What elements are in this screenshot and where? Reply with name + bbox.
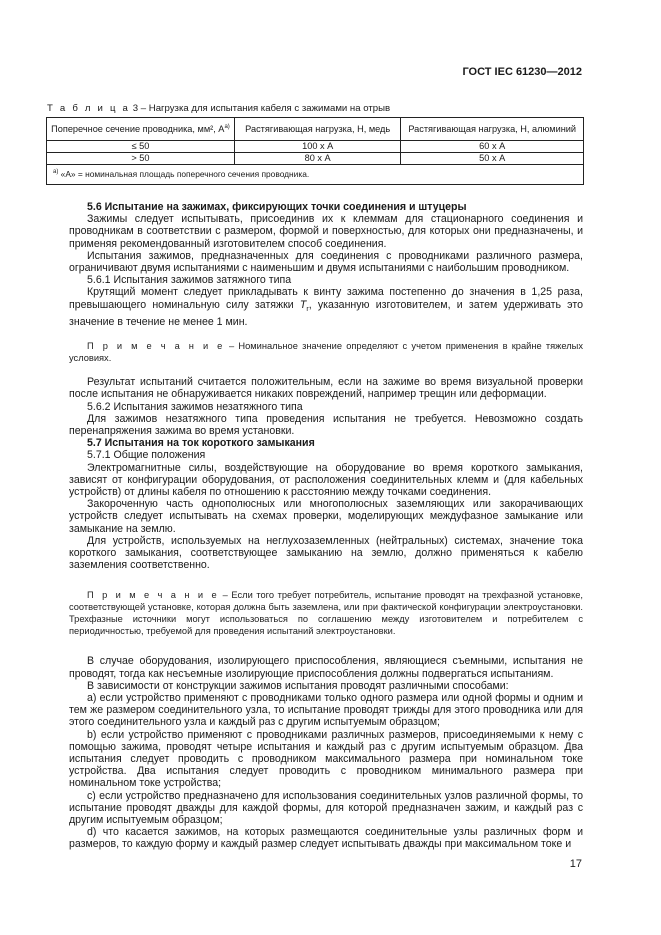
table-caption [47,103,390,114]
table-cell: 100 х А [234,141,400,153]
table-header-row [47,118,584,141]
table-header-cross-section: Поперечное сечение проводника, мм², $А^{a)}$ [47,118,235,141]
table-cell: 80 х А [234,153,400,165]
paragraph: В зависимости от конструкции зажимов испытания проводят различными способами: [87,679,509,692]
table-caption-label: Т а б л и ц а [47,103,131,114]
standard-header: ГОСТ IEC 61230—2012 [462,66,582,78]
subsection-heading-5-6-1: 5.6.1 Испытания зажимов затяжного типа [87,274,292,287]
list-item-a: а) если устройство применяют с проводниками только одного размера или одной формы и одним и тем же размером соединительного узла, то испытание проводят трижды для этого проводника или для этого соединительного узла и каждый раз с другим испытуемым образцом; [69,692,583,729]
paragraph: Для устройств, используемых на неглухозаземленных (нейтральных) системах, значение тока короткого замыкания, соответствующее замыканию на землю, должно применяться к кабелю заземления соответственно. [69,534,583,572]
table-header-aluminium: Растягивающая нагрузка, Н, алюминий [401,118,584,141]
paragraph: Испытания зажимов, предназначенных для соединения с проводниками различного размера, ограничивают двумя испытаниями с наименьшим и двумя испытаниями с наибольшим проводником. [69,249,583,275]
list-item-d: d) что касается зажимов, на которых размещаются соединительные узлы различных форм и размеров, то каждую форму и каждый размер следует испытывать дважды при максимальном токе и [69,826,583,851]
paragraph: Электромагнитные силы, воздействующие на оборудование во время короткого замыкания, зависят от конфигурации оборудования, от расположения соединительных клемм и (для кабельных устройств) от длины кабеля по отношению к расстоянию между точками соединения. [69,461,583,498]
paragraph: Закороченную часть однополюсных или многополюсных заземляющих или закорачивающих устройств следует испытывать на схемах проверки, моделирующих междуфазное замыкание или замыкание на землю. [69,498,583,535]
torque-symbol: T [299,298,307,311]
note-2: П р и м е ч а н и е – Если того требует потребитель, испытание проводят на трехфазной установке, соответствующей установке, которая должна быть заземлена, или при фактической конфигурации электроустановки. Трехфазные источники могут использоваться по соглашению между изготовителем и потребителем с периодичностью, требуемой для проведения испытаний электроустановки. [69,590,584,637]
table-cell: ≤ 50 [47,141,235,153]
table-cell: 50 х А [401,153,584,165]
table-cell: > 50 [47,153,235,165]
section-heading-5-6: 5.6 Испытание на зажимах, фиксирующих точки соединения и штуцеры [87,201,467,213]
table-row [47,141,584,153]
torque-symbol-subscript: r [306,305,309,313]
table-footnote: $^{a)}$ «А» = номинальная площадь поперечного сечения проводника. [47,165,584,185]
note-1: П р и м е ч а н и е – Номинальное значение определяют с учетом применения в крайне тяжелых условиях. [69,341,583,364]
table-row [47,153,584,165]
table-header-footnote-mark: a) [224,123,230,130]
load-table [46,117,584,185]
paragraph: Результат испытаний считается положительным, если на зажиме во время визуальной проверки после испытания не обнаруживается никаких повреждений, например трещин или деформации. [69,376,583,401]
table-header-copper: Растягивающая нагрузка, Н, медь [234,118,400,141]
page-number: 17 [569,858,582,870]
table-caption-text: – Нагрузка для испытания кабеля с зажимами на отрыв [140,103,391,114]
table-footnote-mark: a) [53,169,59,176]
section-heading-5-7: 5.7 Испытания на ток короткого замыкания [87,437,315,450]
paragraph-torque: Крутящий момент следует прикладывать к винту зажима постепенно до значения в 1,25 раза, превышающего номинальную силу затяжки $T_r$, указанную изготовителем, и затем удерживать это значение в течение не менее 1 мин. [69,286,583,328]
paragraph: В случае оборудования, изолирующего приспособления, являющиеся съемными, испытания не проводят, тогда как несъемные изолирующие приспособления должны подвергаться испытаниям. [69,655,583,680]
paragraph: Зажимы следует испытывать, присоединив их к клеммам для стационарного соединения и проводникам в соответствии с размером, формой и поверхностью, для которых они предназначены, и применяя рекомендованный изготовителем способ соединения. [69,213,583,250]
list-item-c: с) если устройство предназначено для использования соединительных узлов различной формы, то испытание проводят дважды для каждой формы, для которой предназначен зажим, и каждый раз с другим испытуемым образцом; [69,789,583,827]
subsection-heading-5-6-2: 5.6.2 Испытания зажимов незатяжного типа [87,400,303,413]
table-cell: 60 х А [401,141,584,153]
body-text [69,201,583,851]
subsection-heading-5-7-1: 5.7.1 Общие положения [87,449,206,462]
paragraph: Для зажимов незатяжного типа проведения испытания не требуется. Невозможно создать перенапряжения зажима во время установки. [69,412,583,437]
table-footnote-row [47,165,584,185]
list-item-b: b) если устройство применяют с проводниками различных размеров, присоединяемыми к нему с помощью зажима, проводят четыре испытания и каждый раз с другим испытуемым образцом. Два испытания следует проводить с проводником максимального размера при номинальном токе устройства. Два испытания следует проводить с проводником минимального размера при номинальном токе устройства; [69,728,583,790]
table-caption-number: 3 [132,103,139,114]
